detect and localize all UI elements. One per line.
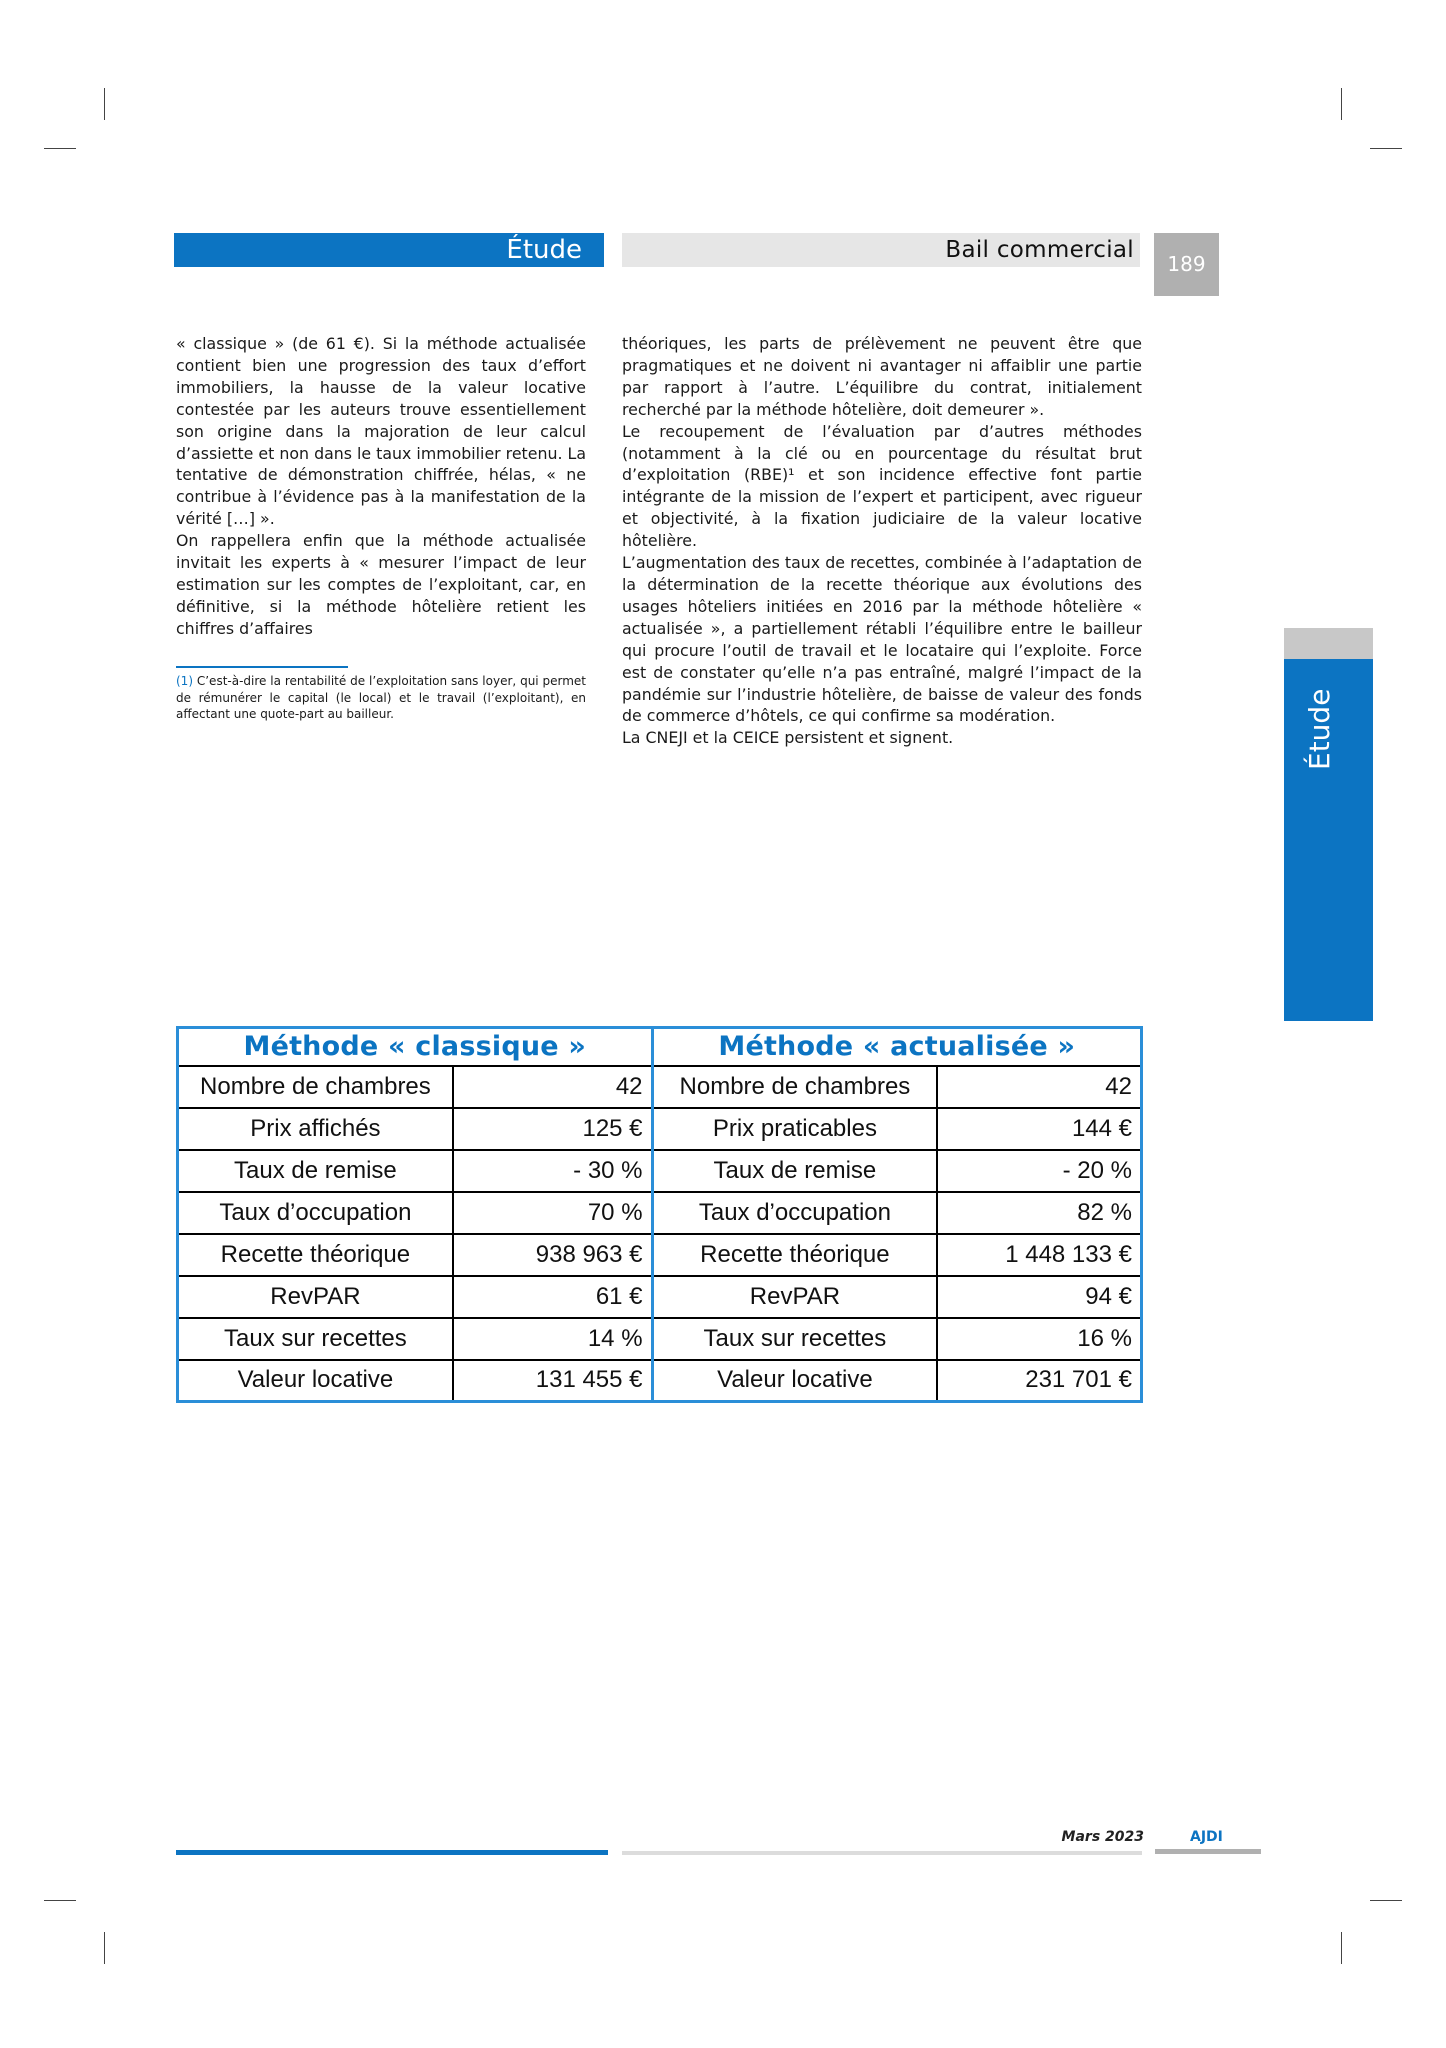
footer-rule-blue (176, 1850, 608, 1855)
table-row (178, 1192, 1142, 1234)
row-label: Taux de remise (178, 1150, 453, 1192)
side-tab-cap (1284, 628, 1373, 659)
paragraph: La CNEJI et la CEICE persistent et signent. (622, 728, 954, 748)
row-label: Taux sur recettes (652, 1318, 937, 1360)
table-row (178, 1066, 1142, 1108)
row-label: Recette théorique (652, 1234, 937, 1276)
footnote-text: C’est-à-dire la rentabilité de l’exploitation sans loyer, qui permet de rémunérer le capital (le local) et le travail (l’exploitant), en affectant une quote-part au bailleur. (176, 674, 586, 721)
row-value: 231 701 € (937, 1360, 1141, 1402)
row-label: RevPAR (652, 1276, 937, 1318)
paragraph: « classique » (de 61 €). Si la méthode actualisée contient bien une progression des taux d’effort immobiliers, la hausse de la valeur locative contestée par les auteurs trouve essentiellement son origine dans la majoration de leur calcul d’assiette et non dans le taux immobilier retenu. La tentative de démonstration chiffrée, hélas, « ne contribue à l’évidence pas à la manifestation de la vérité […] ». (176, 334, 587, 529)
section-header: Étude (174, 233, 604, 267)
row-label: Recette théorique (178, 1234, 453, 1276)
crop-mark (1370, 148, 1402, 149)
topic-header: Bail commercial (622, 233, 1140, 267)
left-column (176, 333, 586, 640)
row-value: 94 € (937, 1276, 1141, 1318)
crop-mark (44, 1900, 76, 1901)
row-value: 82 % (937, 1192, 1141, 1234)
row-label: Nombre de chambres (178, 1066, 453, 1108)
row-value: 131 455 € (453, 1360, 652, 1402)
crop-mark (1341, 88, 1342, 120)
table-row (178, 1318, 1142, 1360)
crop-mark (104, 88, 105, 120)
row-value: 42 (937, 1066, 1141, 1108)
footnote-marker: (1) (176, 674, 193, 688)
paragraph: L’augmentation des taux de recettes, combinée à l’adaptation de la détermination de la recette théorique aux évolutions des usages hôteliers initiées en 2016 par la méthode hôtelière « actualisée », a partiellement rétabli l’équilibre entre le bailleur qui procure l’outil de travail et le locataire qui l’exploite. Force est de constater qu’elle n’a pas entraîné, malgré l’impact de la pandémie sur l’industrie hôtelière, de baisse de valeur des fonds de commerce d’hôtels, ce qui confirme sa modération. (622, 553, 1142, 726)
right-column (622, 333, 1142, 749)
row-value: 61 € (453, 1276, 652, 1318)
table-header-row (178, 1028, 1142, 1066)
row-label: Prix affichés (178, 1108, 453, 1150)
comparison-table (176, 1026, 1143, 1403)
table-row (178, 1150, 1142, 1192)
page-number: 189 (1154, 233, 1219, 296)
row-value: 42 (453, 1066, 652, 1108)
crop-mark (104, 1932, 105, 1964)
journal-brand: AJDI (1190, 1829, 1223, 1845)
footnote-rule (176, 666, 348, 668)
footer-rule-grey (622, 1851, 1142, 1855)
row-value: 14 % (453, 1318, 652, 1360)
issue-date: Mars 2023 (1061, 1829, 1144, 1845)
table-title-actualisee: Méthode « actualisée » (652, 1028, 1141, 1066)
row-value: - 30 % (453, 1150, 652, 1192)
row-label: Taux d’occupation (652, 1192, 937, 1234)
crop-mark (1370, 1900, 1402, 1901)
row-label: Prix praticables (652, 1108, 937, 1150)
table-title-classique: Méthode « classique » (178, 1028, 653, 1066)
table-row (178, 1276, 1142, 1318)
row-value: 1 448 133 € (937, 1234, 1141, 1276)
row-value: 938 963 € (453, 1234, 652, 1276)
table-row (178, 1234, 1142, 1276)
footer-rule-grey-short (1155, 1849, 1261, 1854)
paragraph: Le recoupement de l’évaluation par d’autres méthodes (notamment à la clé ou en pourcentage du résultat brut d’exploitation (RBE)¹ et son incidence effective font partie intégrante de la mission de l’expert et participent, avec rigueur et objectivité, à la fixation judiciaire de la valeur locative hôtelière. (622, 421, 1142, 551)
table-row (178, 1108, 1142, 1150)
paragraph: théoriques, les parts de prélèvement ne peuvent être que pragmatiques et ne doivent ni avantager ni affaiblir une partie par rapport à l’autre. L’équilibre du contrat, initialement recherché par la méthode hôtelière, doit demeurer ». (622, 334, 1142, 419)
side-tab-label: Étude (1303, 688, 1336, 770)
crop-mark (1341, 1932, 1342, 1964)
row-value: 125 € (453, 1108, 652, 1150)
row-label: Nombre de chambres (652, 1066, 937, 1108)
footnote (176, 673, 586, 723)
row-label: Taux de remise (652, 1150, 937, 1192)
row-label: Taux d’occupation (178, 1192, 453, 1234)
row-value: 16 % (937, 1318, 1141, 1360)
row-label: RevPAR (178, 1276, 453, 1318)
row-label: Valeur locative (178, 1360, 453, 1402)
row-value: 144 € (937, 1108, 1141, 1150)
paragraph: On rappellera enfin que la méthode actualisée invitait les experts à « mesurer l’impact de leur estimation sur les comptes de l’exploitant, car, en définitive, si la méthode hôtelière retient les chiffres d’affaires (176, 531, 586, 638)
row-label: Valeur locative (652, 1360, 937, 1402)
table-row (178, 1360, 1142, 1402)
crop-mark (44, 148, 76, 149)
row-value: - 20 % (937, 1150, 1141, 1192)
row-value: 70 % (453, 1192, 652, 1234)
row-label: Taux sur recettes (178, 1318, 453, 1360)
